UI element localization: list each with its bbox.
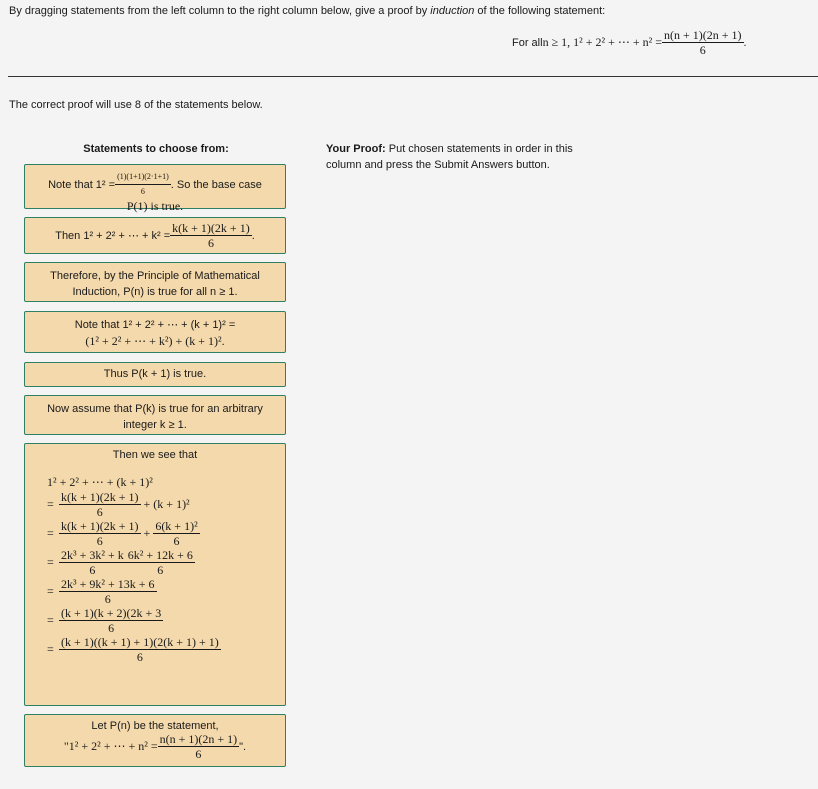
statement-count-note: The correct proof will use 8 of the statements below. [9,99,263,111]
statement-card-assume-sum[interactable]: Then 1² + 2² + ⋯ + k² = $\frac{k(k + 1)(2k + 1)}{6}$ . [24,217,286,254]
instructions: By dragging statements from the left column to the right column below, give a proof by induction of the following statement: [9,5,606,17]
theorem-statement: For all n ≥ 1, 1² + 2² + ⋯ + n² = $\frac{n(n + 1)(2n + 1)}{6}$ . [512,28,747,57]
statement-card-base-case[interactable]: Note that 1² = $\frac{(1)(1+1)(2\cdot 1+1)}{6}$ . So the base case P(1) is true. [24,164,286,209]
statement-card-split-sum[interactable]: Note that 1² + 2² + ⋯ + (k + 1)² = (1² + 2² + ⋯ + k²) + (k + 1)². [24,311,286,353]
statement-card-thus-true[interactable]: Thus P(k + 1) is true. [24,362,286,387]
choices-heading: Statements to choose from: [83,143,229,155]
proof-column-heading: Your Proof: Put chosen statements in order in this column and press the Submit Answers button. [326,143,573,171]
statement-card-define-p[interactable]: Let P(n) be the statement, "1² + 2² + ⋯ + n² = $\frac{n(n + 1)(2n + 1)}{6}$ ". [24,714,286,767]
statement-card-algebra[interactable]: Then we see that 1² + 2² + ⋯ + (k + 1)² = $\frac{k(k + 1)(2k + 1)}{6}$ + (k + 1)² = $\frac{k(k + 1)(2k + 1)}{6}$ + $\frac{\text{6(k + 1)²}}{6}$ = $\frac{\text{2k³ + 3k² + k}}{6}$ $\frac{\text{6k² + 12k + 6}}{6}$ = $\frac{\text{2k³ + 9k² + 13k + 6}}{6}$ = $\frac{(k + 1)(k + 2)(2k + 3}{6}$ = $\frac{(k + 1)((k + 1) + 1)(2(k + 1) + 1)}{6}$ [24,443,286,706]
divider [8,76,818,77]
statement-card-inductive-hypothesis[interactable]: Now assume that P(k) is true for an arbitrary integer k ≥ 1. [24,395,286,435]
statement-card-conclusion[interactable]: Therefore, by the Principle of Mathematical Induction, P(n) is true for all n ≥ 1. [24,262,286,302]
